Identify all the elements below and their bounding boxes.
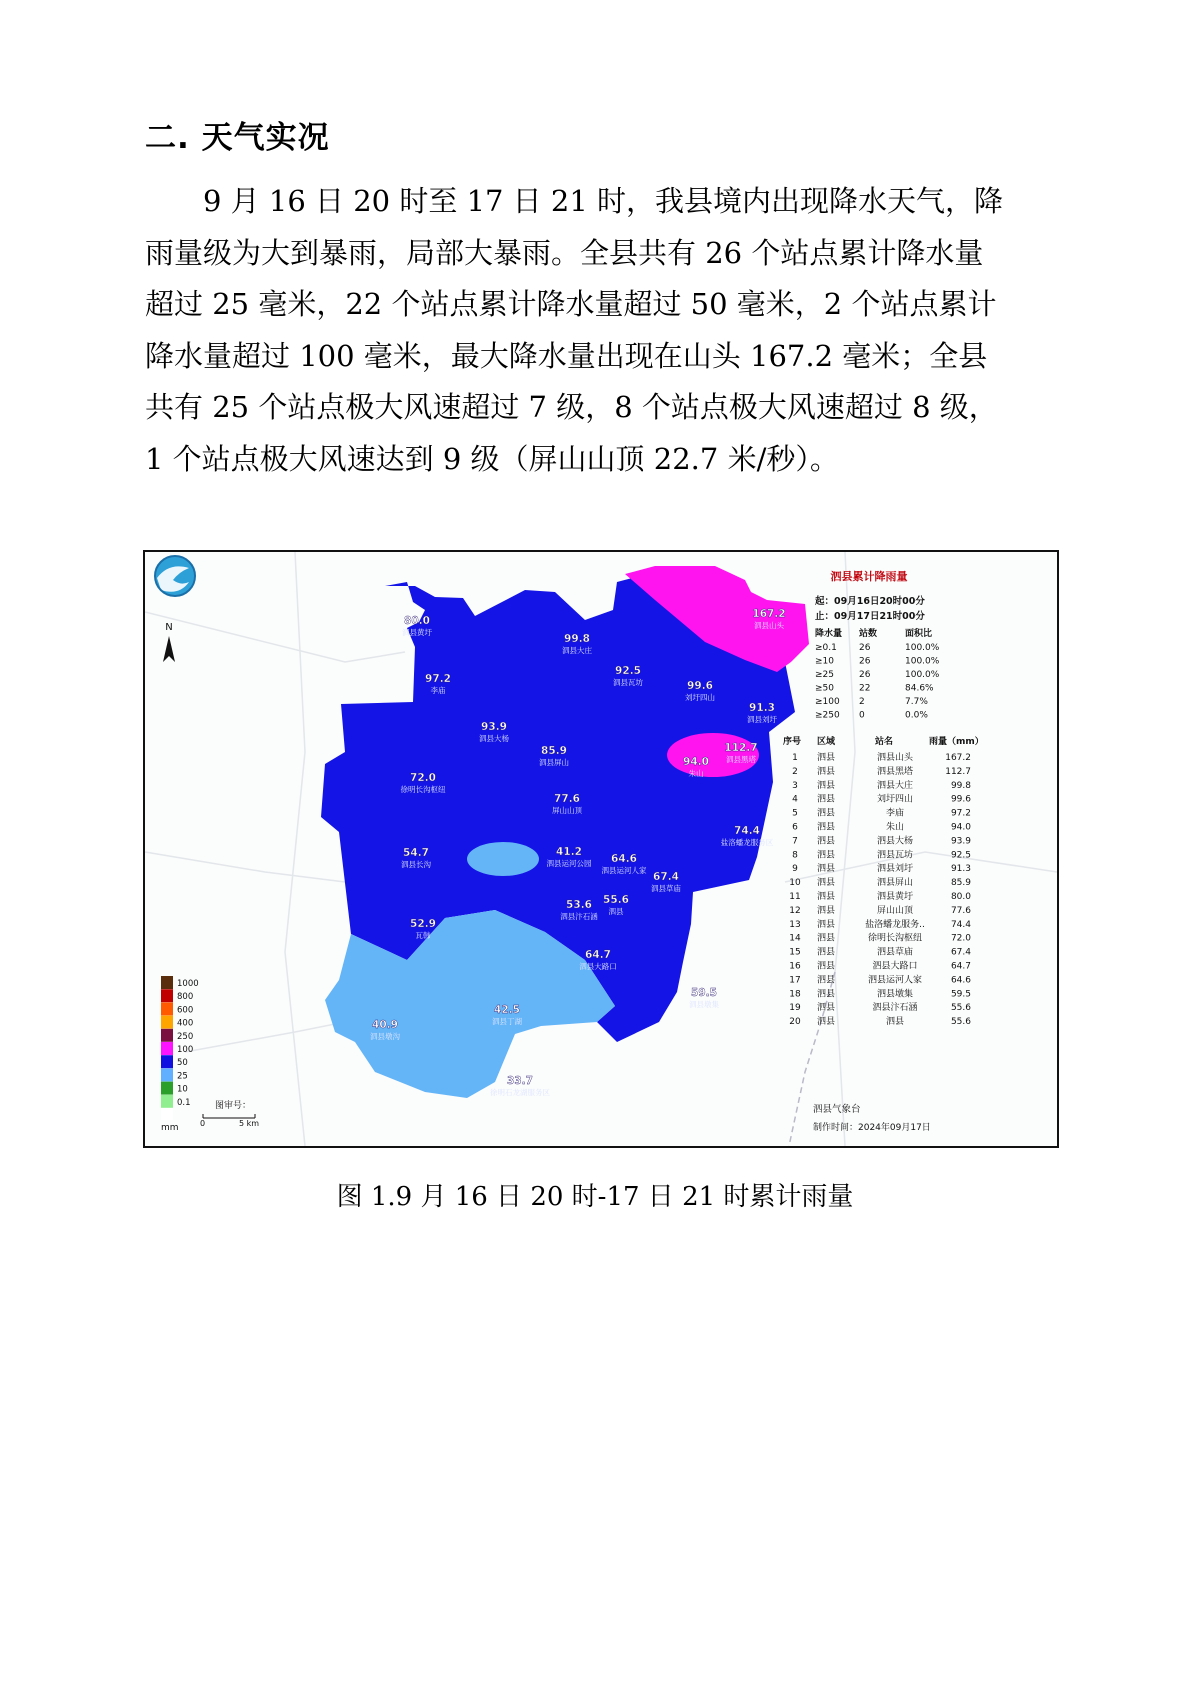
- rank-region: 泗县: [817, 808, 836, 819]
- rank-index: 19: [789, 1003, 801, 1014]
- rank-region: 泗县: [817, 961, 836, 972]
- rank-index: 17: [789, 975, 801, 986]
- rank-region: 泗县: [817, 919, 836, 930]
- footer-time: 制作时间：2024年09月17日: [813, 1123, 931, 1133]
- station-name: 泗县大杨: [479, 734, 509, 743]
- rank-value: 99.8: [950, 780, 971, 791]
- paragraph-line: 共有 25 个站点极大风速超过 7 级，8 个站点极大风速超过 8 级，: [145, 390, 998, 424]
- station-name: 泗县大路口: [579, 962, 617, 971]
- rank-region: 泗县: [817, 892, 836, 902]
- station-name: 泗县运河人家: [601, 866, 647, 875]
- station-name: 泗县大庄: [562, 646, 592, 655]
- station-name: 泗县汴石涵: [560, 912, 598, 921]
- rank-value: 55.6: [950, 1017, 971, 1028]
- paragraph-line: 1 个站点极大风速达到 9 级（屏山山顶 22.7 米/秒）。: [145, 441, 839, 476]
- stats-table: [815, 627, 940, 721]
- stats-cell: 100.0%: [905, 643, 940, 653]
- rank-station: 李庙: [885, 808, 905, 819]
- stats-cell: 0: [859, 710, 865, 721]
- rank-station: 泗县草庙: [876, 947, 914, 958]
- station-value: 167.2: [752, 608, 786, 620]
- paragraph-line: 雨量级为大到暴雨，局部大暴雨。全县共有 26 个站点累计降水量: [145, 235, 984, 270]
- stats-cell: ≥25: [815, 670, 834, 680]
- rank-index: 15: [789, 947, 801, 958]
- rank-region: 泗县: [817, 905, 836, 916]
- station-name: 泗县草庙: [651, 884, 681, 893]
- rank-index: 7: [792, 836, 798, 847]
- rank-value: 112.7: [945, 766, 971, 777]
- station-name: 泗县长沟: [401, 860, 431, 869]
- rank-region: 泗县: [817, 780, 836, 791]
- rank-region: 泗县: [817, 864, 836, 875]
- rank-header: 区域: [817, 737, 836, 747]
- legend-label: 600: [177, 1005, 194, 1016]
- station-value: 74.4: [734, 825, 760, 837]
- legend-label: 10: [177, 1084, 188, 1095]
- rank-station: 泗县: [885, 1017, 905, 1028]
- station-name: 刘圩四山: [685, 693, 715, 702]
- station-value: 53.6: [566, 899, 592, 911]
- rank-header: 雨量（mm）: [929, 737, 984, 747]
- station-name: 泗县: [608, 907, 624, 916]
- stats-cell: ≥100: [815, 697, 840, 707]
- rank-value: 72.0: [950, 933, 971, 944]
- rank-index: 13: [789, 919, 801, 930]
- stats-cell: 22: [859, 683, 871, 694]
- stats-cell: 26: [859, 643, 871, 653]
- rainfall-map: [145, 552, 1057, 1146]
- region-medium-rain-lake: [467, 842, 539, 876]
- footer-org: 泗县气象台: [813, 1104, 861, 1115]
- station-name: 徐明石龙湖服务区: [490, 1088, 550, 1097]
- rank-station: 泗县黄圩: [876, 892, 914, 902]
- stats-cell: 26: [859, 656, 871, 667]
- legend-swatch: [161, 976, 173, 989]
- north-arrow-icon: [163, 636, 175, 662]
- end-time: 止：09月17日21时00分: [815, 611, 925, 622]
- rank-station: 泗县黑塔: [876, 766, 914, 777]
- station-value: 112.7: [724, 742, 758, 754]
- station-name: 泗县瓦坊: [613, 678, 643, 687]
- station-name: 泗县屏山: [539, 758, 569, 767]
- rank-value: 91.3: [950, 864, 971, 875]
- rank-value: 80.0: [950, 892, 971, 902]
- rank-region: 泗县: [817, 836, 836, 847]
- station-value: 77.6: [554, 793, 580, 805]
- station-value: 72.0: [410, 772, 436, 784]
- rank-station: 泗县大路口: [872, 961, 918, 972]
- rank-region: 泗县: [817, 933, 836, 944]
- paragraph-line: 9 月 16 日 20 时至 17 日 21 时，我县境内出现降水天气，降: [203, 184, 1004, 218]
- station-value: 94.0: [683, 756, 709, 768]
- section-heading: 二. 天气实况: [145, 120, 330, 156]
- station-value: 93.9: [481, 721, 507, 733]
- rank-station: 泗县汴石涵: [872, 1003, 918, 1014]
- rank-station: 泗县墩集: [876, 989, 914, 1000]
- legend-label: 50: [177, 1058, 188, 1069]
- rank-index: 10: [789, 878, 801, 889]
- station-name: 泗县黄圩: [402, 628, 432, 637]
- rank-station: 泗县瓦坊: [876, 850, 914, 861]
- legend-swatch: [161, 1108, 173, 1120]
- map-title: 泗县累计降雨量: [830, 570, 908, 583]
- rank-value: 99.6: [950, 794, 971, 805]
- station-value: 85.9: [541, 745, 567, 757]
- stats-cell: 100.0%: [905, 670, 940, 680]
- scale-tick: 0: [200, 1119, 206, 1128]
- station-name: 徐明长沟枢纽: [400, 785, 446, 794]
- rank-value: 85.9: [950, 878, 971, 889]
- rank-index: 4: [792, 794, 798, 805]
- station-name: 泗县山头: [754, 621, 784, 630]
- rank-value: 92.5: [950, 850, 971, 861]
- figure-caption: 图 1.9 月 16 日 20 时-17 日 21 时累计雨量: [336, 1182, 854, 1212]
- station-value: 33.7: [507, 1075, 533, 1087]
- station-name: 瓦韩: [415, 931, 431, 940]
- rank-region: 泗县: [817, 753, 836, 763]
- legend-label: 25: [177, 1071, 188, 1082]
- station-value: 64.6: [611, 853, 637, 865]
- station-value: 97.2: [425, 673, 451, 685]
- start-time: 起：09月16日20时00分: [815, 596, 925, 607]
- rank-value: 64.6: [950, 975, 971, 986]
- legend-swatch: [161, 1042, 173, 1055]
- paragraph-line: 降水量超过 100 毫米，最大降水量出现在山头 167.2 毫米；全县: [145, 338, 988, 373]
- legend-unit: mm: [161, 1123, 179, 1133]
- rank-value: 167.2: [945, 753, 971, 763]
- station-value: 64.7: [585, 949, 611, 961]
- station-value: 42.5: [494, 1004, 520, 1016]
- rank-index: 18: [789, 989, 801, 1000]
- rank-index: 9: [792, 864, 798, 875]
- station-value: 54.7: [403, 847, 429, 859]
- rank-index: 12: [789, 905, 801, 916]
- stats-header: 降水量: [815, 629, 843, 639]
- rank-station: 徐明长沟枢纽: [867, 933, 923, 944]
- station-value: 80.0: [404, 615, 430, 627]
- legend-swatch: [161, 989, 173, 1002]
- rank-station: 盐洛蟠龙服务..: [865, 919, 925, 930]
- stats-cell: 2: [859, 697, 865, 707]
- rank-station: 泗县大庄: [876, 780, 914, 791]
- station-value: 92.5: [615, 665, 641, 677]
- rank-index: 16: [789, 961, 801, 972]
- station-value: 52.9: [410, 918, 436, 930]
- ranking-table: [783, 735, 984, 1027]
- stats-header: 面积比: [905, 629, 933, 639]
- legend-label: 800: [177, 992, 194, 1003]
- legend: [161, 976, 199, 1120]
- station-name: 泗县丁湖: [492, 1017, 522, 1026]
- station-name: 泗县墩集: [689, 1000, 719, 1009]
- rank-value: 64.7: [950, 961, 971, 972]
- rank-header: 序号: [783, 737, 802, 747]
- rank-region: 泗县: [817, 1003, 836, 1014]
- rank-region: 泗县: [817, 1017, 836, 1028]
- legend-swatch: [161, 1055, 173, 1068]
- paragraph-line: 超过 25 毫米，22 个站点累计降水量超过 50 毫米，2 个站点累计: [145, 287, 997, 321]
- rank-region: 泗县: [817, 975, 836, 986]
- stats-cell: ≥50: [815, 683, 834, 694]
- rank-index: 8: [792, 850, 798, 861]
- station-name: 李庙: [430, 686, 446, 695]
- rank-index: 6: [792, 822, 798, 833]
- station-value: 41.2: [556, 846, 582, 858]
- station-value: 40.9: [372, 1019, 398, 1031]
- stats-cell: 100.0%: [905, 656, 940, 667]
- rank-station: 刘圩四山: [876, 794, 914, 805]
- rank-region: 泗县: [817, 766, 836, 777]
- stats-cell: 84.6%: [905, 683, 934, 694]
- station-name: 泗县墩沟: [370, 1032, 400, 1041]
- station-name: 朱山: [688, 769, 704, 778]
- weather-summary-paragraph: [145, 176, 1065, 485]
- station-name: 屏山山顶: [552, 806, 582, 815]
- rank-station: 泗县大杨: [876, 836, 914, 847]
- rank-region: 泗县: [817, 878, 836, 889]
- rainfall-map-figure: [143, 550, 1059, 1148]
- station-name: 泗县刘圩: [747, 715, 777, 724]
- legend-swatch: [161, 1095, 173, 1108]
- rank-station: 屏山山顶: [876, 905, 914, 916]
- rank-index: 11: [789, 892, 801, 902]
- legend-swatch: [161, 1082, 173, 1095]
- legend-label: 400: [177, 1018, 194, 1029]
- legend-swatch: [161, 1016, 173, 1029]
- rank-index: 14: [789, 933, 801, 944]
- stats-cell: ≥0.1: [815, 643, 837, 653]
- rank-value: 74.4: [950, 919, 971, 930]
- station-name: 泗县黑塔: [726, 755, 756, 764]
- rank-station: 泗县运河人家: [867, 975, 923, 986]
- legend-label: 1000: [177, 979, 199, 989]
- station-value: 67.4: [653, 871, 679, 883]
- rank-index: 1: [792, 753, 798, 763]
- rank-station: 朱山: [885, 822, 905, 833]
- legend-label: 0.1: [177, 1097, 191, 1108]
- scale-label: 图审号：: [215, 1101, 252, 1111]
- scale-tick: 5 km: [239, 1119, 260, 1128]
- rank-region: 泗县: [817, 822, 836, 833]
- station-value: 55.6: [603, 894, 629, 906]
- station-name: 盐洛蟠龙服务区: [720, 838, 774, 847]
- stats-cell: ≥10: [815, 656, 834, 667]
- rank-value: 67.4: [950, 947, 971, 958]
- rank-region: 泗县: [817, 794, 836, 805]
- rank-value: 97.2: [950, 808, 971, 819]
- station-value: 59.5: [691, 987, 717, 999]
- rank-station: 泗县山头: [876, 753, 914, 763]
- rank-region: 泗县: [817, 989, 836, 1000]
- rank-region: 泗县: [817, 850, 836, 861]
- station-value: 91.3: [749, 702, 775, 714]
- stats-cell: 0.0%: [905, 710, 928, 721]
- station-name: 泗县运河公园: [546, 859, 592, 868]
- stats-header: 站数: [859, 629, 878, 639]
- rank-index: 3: [792, 780, 798, 791]
- rank-value: 94.0: [950, 822, 971, 833]
- legend-swatch: [161, 1029, 173, 1042]
- rank-value: 59.5: [950, 989, 971, 1000]
- rank-index: 5: [792, 808, 798, 819]
- rank-header: 站名: [875, 737, 894, 747]
- legend-swatch: [161, 1002, 173, 1015]
- rank-region: 泗县: [817, 947, 836, 958]
- rank-value: 93.9: [950, 836, 971, 847]
- rank-index: 2: [792, 766, 798, 777]
- legend-swatch: [161, 1068, 173, 1081]
- legend-label: 100: [177, 1045, 194, 1055]
- logo-icon: [155, 556, 195, 596]
- rank-station: 泗县屏山: [876, 878, 914, 889]
- rank-value: 55.6: [950, 1003, 971, 1014]
- stats-cell: 7.7%: [905, 697, 928, 707]
- rank-station: 泗县刘圩: [876, 864, 914, 875]
- legend-label: 250: [177, 1031, 194, 1042]
- station-value: 99.8: [564, 633, 590, 645]
- rank-value: 77.6: [950, 905, 971, 916]
- rank-index: 20: [789, 1017, 801, 1028]
- station-value: 99.6: [687, 680, 713, 692]
- scale-bar: [203, 1114, 255, 1118]
- north-label: N: [165, 622, 173, 633]
- stats-cell: 26: [859, 670, 871, 680]
- stats-cell: ≥250: [815, 710, 840, 721]
